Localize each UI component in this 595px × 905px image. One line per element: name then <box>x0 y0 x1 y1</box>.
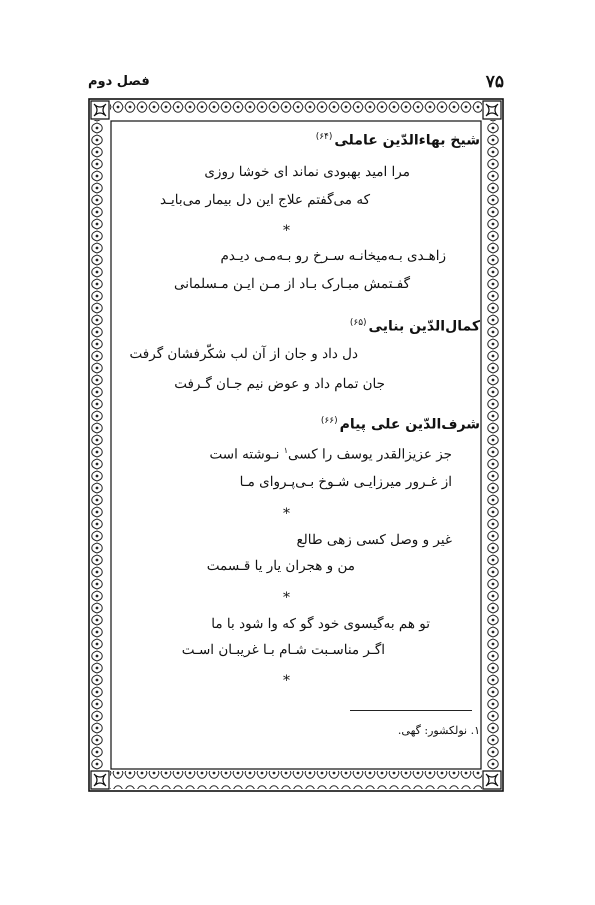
footnote-rule <box>350 710 472 711</box>
verse-text: نـوشته است <box>209 446 280 463</box>
footnote-marker: ۱. <box>470 724 480 737</box>
verse-line: مرا امید بهبودی نماند ای خوشا روزی <box>204 164 410 180</box>
verse-line: دل داد و جان از آن لب شکّرفشان گرفت <box>129 346 358 362</box>
verse-line: تو هم به‌گیسوی خود گو که وا شود با ما <box>211 616 430 632</box>
footnote-text: نولکشور: گهی. <box>397 724 468 737</box>
poet-name: کمال‌الدّین بنایی <box>368 318 480 335</box>
footnote <box>398 724 480 737</box>
note-reference: (۶۴) <box>315 132 333 142</box>
footnote-reference: ۱ <box>283 446 289 455</box>
note-reference: (۶۶) <box>320 416 338 426</box>
verse-separator: * <box>283 673 290 689</box>
chapter-title: فصل دوم <box>88 74 150 89</box>
verse-line: زاهـدی بـه‌میخانـه سـرخ رو بـه‌مـی دیـدم <box>220 248 446 264</box>
running-header <box>88 70 504 94</box>
verse-line: از غـرور میرزایـی شـوخ بـی‌پـروای مـا <box>239 474 452 490</box>
verse-line: غیر و وصل کسی زهی طالع <box>296 532 452 548</box>
page-number: ۷۵ <box>485 72 504 92</box>
note-reference: (۶۵) <box>349 318 367 328</box>
verse-line <box>210 446 453 463</box>
verse-text: جز عزیزالقدر یوسف را کسی <box>288 446 452 463</box>
poem-content <box>120 128 480 768</box>
verse-line: گفـتمش مبـارک بـاد از مـن ایـن مـسلمانی <box>174 276 410 292</box>
verse-line: اگـر مناسـبت شـام بـا غریبـان اسـت <box>181 642 385 658</box>
verse-separator: * <box>283 506 290 522</box>
poet-name: شیخ بهاءالدّین عاملی <box>334 132 480 149</box>
verse-line: که می‌گفتم علاج این دل بیمار می‌بایـد <box>159 192 370 208</box>
verse-line: جان تمام داد و عوض نیم جـان گـرفت <box>174 376 385 392</box>
section-heading <box>316 132 480 149</box>
section-heading <box>321 416 480 433</box>
section-heading <box>350 318 480 335</box>
verse-separator: * <box>283 590 290 606</box>
verse-separator: * <box>283 223 290 239</box>
poet-name: شرف‌الدّین علی پیام <box>339 416 480 433</box>
verse-line: من و هجران یار یا قـسمت <box>206 558 355 574</box>
